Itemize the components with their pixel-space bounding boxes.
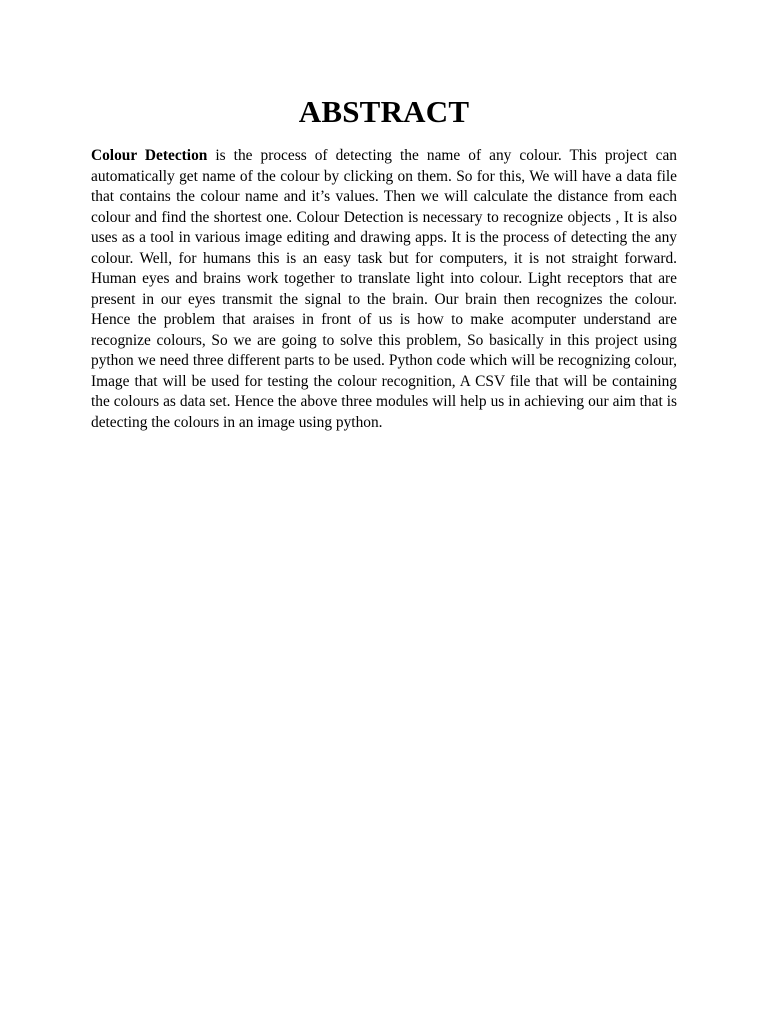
page-title: ABSTRACT	[298, 94, 470, 129]
abstract-lead-term: Colour Detection	[91, 147, 208, 164]
abstract-body-text: is the process of detecting the name of any colour. This project can automatically get name of the colour by clicking on them. So for this, We will have a data file that contains the colour name and it’s values. Then we will calculate the distance from each colour and find the shortest one. Colour Detection is necessary to recognize objects , It is also uses as a tool in various image editing and drawing apps. It is the process of detecting the any colour. Well, for humans this is an easy task but for computers, it is not straight forward. Human eyes and brains work together to translate light into colour. Light receptors that are present in our eyes transmit the signal to the brain. Our brain then recognizes the colour. Hence the problem that araises in front of us is how to make acomputer understand are recognize colours, So we are going to solve this problem, So basically in this project using python we need three different parts to be used. Python code which will be recognizing colour, Image that will be used for testing the colour recognition, A CSV file that will be containing the colours as data set. Hence the above three modules will help us in achieving our aim that is detecting the colours in an image using python.	[91, 147, 677, 431]
abstract-paragraph	[91, 146, 677, 433]
